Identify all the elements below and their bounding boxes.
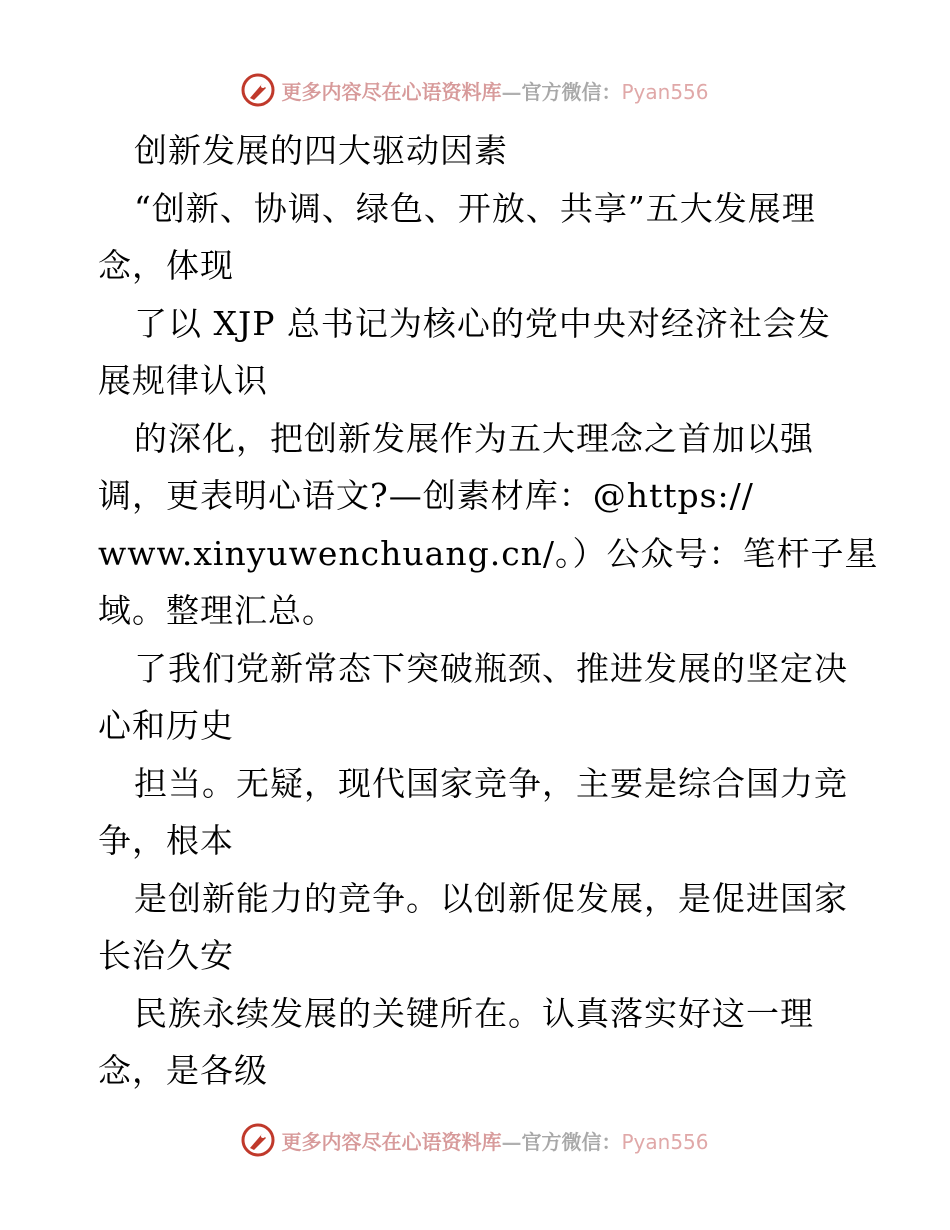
banner-wechat-id: Pyan556 — [621, 79, 709, 104]
body-line: 了以 XJP 总书记为核心的党中央对经济社会发 — [134, 303, 831, 343]
body-line: 域。整理汇总。 — [98, 591, 336, 630]
body-line: 长治久安 — [98, 936, 234, 975]
footer-watermark-banner — [0, 1120, 950, 1160]
body-line: www.xinyuwenchuang.cn/。）公众号：笔杆子星 — [98, 533, 879, 573]
body-line: 展规律认识 — [98, 361, 268, 400]
banner-brand: 更多内容尽在心语资料库 — [281, 1129, 502, 1154]
banner-dash: — — [501, 1129, 522, 1154]
body-line: 的深化，把创新发展作为五大理念之首加以强 — [134, 418, 814, 458]
body-line: 民族永续发展的关键所在。认真落实好这一理 — [134, 993, 814, 1033]
body-line: 念，体现 — [98, 246, 234, 285]
body-line: 创新发展的四大驱动因素 — [134, 131, 508, 170]
body-line: 心和历史 — [98, 706, 234, 745]
banner-wechat-id: Pyan556 — [621, 1129, 709, 1154]
body-line: 担当。无疑，现代国家竞争，主要是综合国力竞 — [134, 763, 848, 803]
pen-nib-circle-icon — [241, 73, 275, 107]
body-line: “创新、协调、绿色、开放、共享”五大发展理 — [134, 188, 816, 228]
document-body — [98, 122, 888, 1100]
body-line: 了我们党新常态下突破瓶颈、推进发展的坚定决 — [134, 648, 848, 688]
body-line: 争，根本 — [98, 821, 234, 860]
body-line: 调，更表明心语文?—创素材库：@https:// — [98, 476, 754, 515]
banner-dash: — — [501, 79, 522, 104]
body-line: 是创新能力的竞争。以创新促发展，是促进国家 — [134, 878, 848, 918]
banner-official-label: 官方微信： — [521, 79, 622, 104]
banner-text — [281, 1126, 708, 1155]
banner-brand: 更多内容尽在心语资料库 — [281, 79, 502, 104]
banner-official-label: 官方微信： — [521, 1129, 622, 1154]
header-watermark-banner — [0, 70, 950, 110]
body-line: 念，是各级 — [98, 1051, 268, 1090]
banner-text — [281, 76, 708, 105]
pen-nib-circle-icon — [241, 1123, 275, 1157]
